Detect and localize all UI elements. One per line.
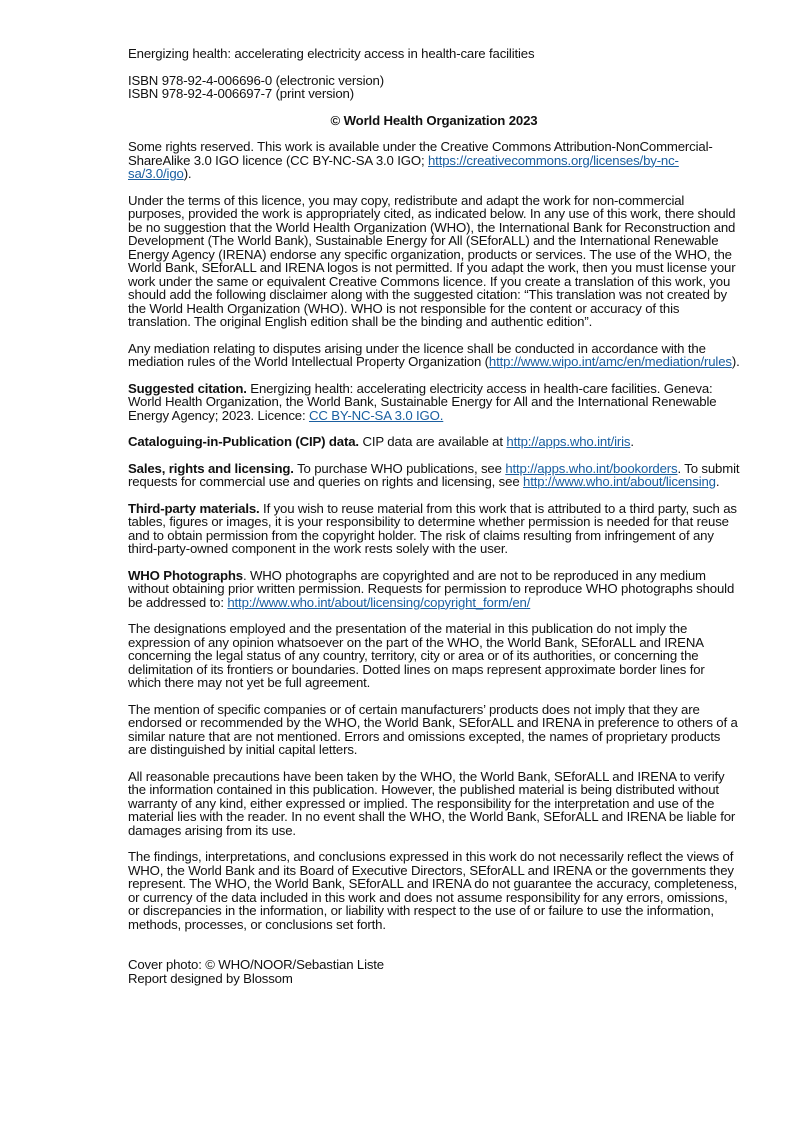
- licence-terms-paragraph: Under the terms of this licence, you may copy, redistribute and adapt the work for non-commercial purposes, provided the work is appropriately cited, as indicated below. In any use of this work, there should be no suggestion that the World Health Organization (WHO), the International Bank for Reconstruction and Development (The World Bank), Sustainable Energy for All (SEforALL) and the International Renewable Energy Agency (IRENA) endorse any specific organization, products or services. The use of the WHO, the World Bank, SEforALL and IRENA logos is not permitted. If you adapt the work, then you must license your work under the same or equivalent Creative Commons licence. If you create a translation of this work, you should add the following disclaimer along with the suggested citation: “This translation was not created by the World Health Organization (WHO). WHO is not responsible for the content or accuracy of this translation. The original English edition shall be the binding and authentic edition”.: [128, 192, 736, 329]
- mediation-after: ).: [731, 354, 740, 369]
- findings-paragraph: The findings, interpretations, and conclusions expressed in this work do not necessarily reflect the views of WHO, the World Bank and its Board of Executive Directors, SEforALL and IRENA or the governments they represent. The WHO, the World Bank, SEforALL and IRENA do not guarantee the accuracy, completeness, or currency of the data included in this work and does not assume responsibility for any errors, omissions, or discrepancies in the information, or liability with respect to the use of or failure to use the information, methods, processes, or conclusions set forth.: [128, 849, 738, 932]
- third-party-paragraph: [128, 502, 740, 556]
- third-party-text: If you wish to reuse material from this work that is attributed to a third party, such as tables, figures or images, it is your responsibility to determine whether permission is needed for that reuse and to obtain permission from the copyright holder. The risk of claims resulting from infringement of any third-party-owned component in the work rests solely with the user.: [128, 500, 737, 556]
- copyright-form-link[interactable]: http://www.who.int/about/licensing/copyright_form/en/: [227, 594, 531, 610]
- iris-link[interactable]: http://apps.who.int/iris: [506, 434, 631, 449]
- sales-label: Sales, rights and licensing.: [128, 460, 294, 476]
- rights-paragraph: [128, 140, 740, 181]
- cip-text: CIP data are available at: [358, 434, 507, 449]
- copyright-notice: © World Health Organization 2023: [330, 112, 538, 128]
- licence-link[interactable]: CC BY-NC-SA 3.0 IGO.: [308, 407, 444, 423]
- companies-paragraph: The mention of specific companies or of certain manufacturers’ products does not imply that they are endorsed or recommended by the WHO, the World Bank, SEforALL and IRENA in preference to others of a similar nature that are not mentioned. Errors and omissions excepted, the names of proprietary products are distinguished by initial capital letters.: [128, 701, 738, 757]
- licensing-link[interactable]: http://www.who.int/about/licensing: [523, 474, 716, 489]
- wipo-mediation-link[interactable]: http://www.wipo.int/amc/en/mediation/rules: [488, 354, 732, 369]
- photographs-label: WHO Photographs: [128, 567, 243, 583]
- suggested-citation-label: Suggested citation.: [128, 380, 247, 396]
- bookorders-link[interactable]: http://apps.who.int/bookorders: [505, 460, 678, 476]
- mediation-paragraph: [128, 342, 740, 369]
- creative-commons-link[interactable]: https://creativecommons.org/licenses/by-nc-sa/3.0/igo: [128, 152, 679, 181]
- photographs-text: . WHO photographs are copyrighted and are not to be reproduced in any medium without obtaining prior written permission. Requests for permission to reproduce WHO photographs should be addressed to:: [128, 567, 735, 610]
- isbn-print: ISBN 978-92-4-006697-7 (print version): [128, 86, 354, 101]
- suggested-citation-text: Energizing health: accelerating electricity access in health-care facilities. Geneva: World Health Organization, the World Bank, Sustainable Energy for All and the International Renewable Energy Agency; 2023. Licence:: [128, 380, 717, 423]
- cip-paragraph: [128, 435, 740, 449]
- sales-after: .: [715, 474, 720, 489]
- third-party-label: Third-party materials.: [128, 500, 260, 516]
- photographs-paragraph: [128, 569, 740, 610]
- publication-title: Energizing health: accelerating electricity access in health-care facilities: [128, 46, 535, 61]
- sales-text-1: To purchase WHO publications, see: [293, 460, 506, 476]
- cip-label: Cataloguing-in-Publication (CIP) data.: [128, 434, 359, 449]
- cover-photo-credit: Cover photo: © WHO/NOOR/Sebastian Liste: [128, 957, 384, 972]
- copyright-content: [128, 47, 740, 985]
- sales-paragraph: [128, 462, 740, 489]
- suggested-citation-paragraph: [128, 382, 740, 423]
- mediation-text: Any mediation relating to disputes arising under the licence shall be conducted in accordance with the mediation rules of the World Intellectual Property Organization (: [128, 340, 706, 369]
- isbn-electronic: ISBN 978-92-4-006696-0 (electronic version): [128, 72, 384, 88]
- designations-paragraph: The designations employed and the presentation of the material in this publication do not imply the expression of any opinion whatsoever on the part of the WHO, the World Bank, SEforALL and IRENA concerning the legal status of any country, territory, city or area or of its authorities, or concerning the delimitation of its frontiers or boundaries. Dotted lines on maps represent approximate border lines for which there may not yet be full agreement.: [128, 621, 705, 690]
- designer-credit: Report designed by Blossom: [128, 970, 293, 986]
- sales-text-2: . To submit requests for commercial use and queries on rights and licensing, see: [128, 460, 740, 489]
- rights-text: Some rights reserved. This work is available under the Creative Commons Attribution-NonCommercial-ShareAlike 3.0 IGO licence (CC BY-NC-SA 3.0 IGO;: [128, 139, 713, 168]
- rights-after: ).: [183, 166, 192, 181]
- cip-after: .: [630, 434, 634, 449]
- precautions-paragraph: All reasonable precautions have been taken by the WHO, the World Bank, SEforALL and IRENA to verify the information contained in this publication. However, the published material is being distributed without warranty of any kind, either expressed or implied. The responsibility for the interpretation and use of the material lies with the reader. In no event shall the WHO, the World Bank, SEforALL and IRENA be liable for damages arising from its use.: [128, 768, 736, 838]
